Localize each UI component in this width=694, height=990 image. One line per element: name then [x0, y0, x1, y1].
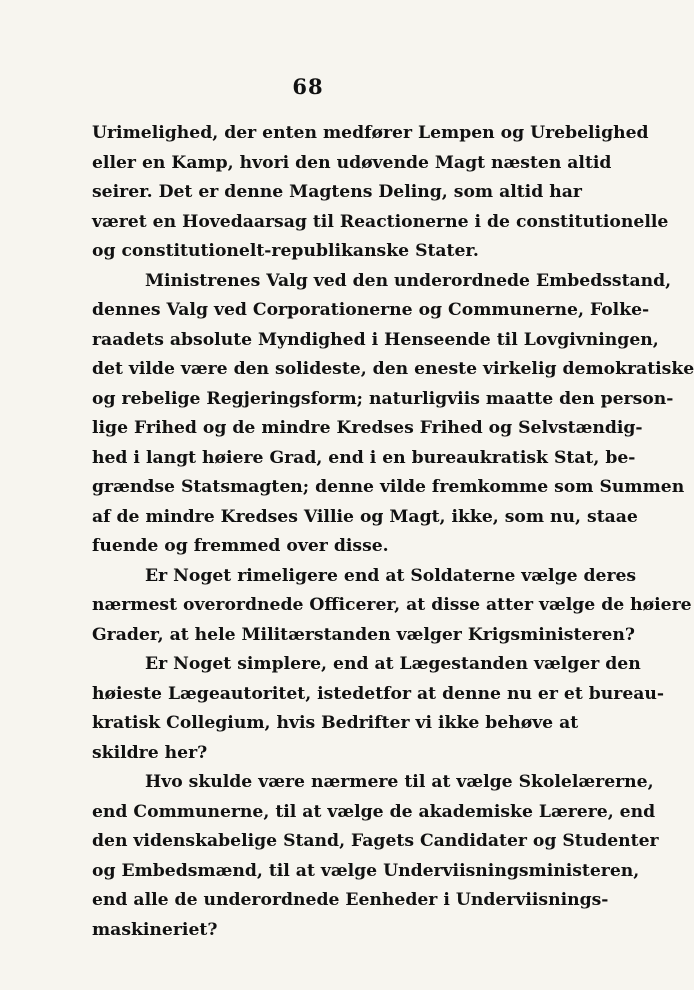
text-line: maskineriet? — [92, 919, 218, 940]
text-line: Er Noget simplere, end at Lægestanden vælger den — [145, 654, 641, 674]
body-text — [92, 119, 694, 945]
text-line: og rebelige Regjeringsform; naturligviis maatte den person- — [92, 388, 674, 409]
text-line: seirer. Det er denne Magtens Deling, som altid har — [92, 182, 582, 202]
text-line: den videnskabelige Stand, Fagets Candidater og Studenter — [92, 831, 659, 851]
text-line: grændse Statsmagten; denne vilde fremkomme som Summen — [92, 477, 685, 497]
text-line: og constitutionelt-republikanske Stater. — [92, 241, 479, 261]
text-line: Urimelighed, der enten medfører Lempen og Urebelighed — [92, 123, 649, 143]
text-line: af de mindre Kredses Villie og Magt, ikke, som nu, staae — [92, 506, 638, 527]
text-line: Ministrenes Valg ved den underordnede Embedsstand, — [145, 270, 672, 291]
text-line: raadets absolute Myndighed i Henseende til Lovgivningen, — [92, 329, 659, 350]
text-line: dennes Valg ved Corporationerne og Communerne, Folke- — [92, 300, 650, 320]
page-number: 68 — [292, 74, 324, 99]
text-line: og Embedsmænd, til at vælge Underviisningsministeren, — [92, 860, 640, 881]
text-line: kratisk Collegium, hvis Bedrifter vi ikke behøve at — [92, 713, 579, 733]
text-line: eller en Kamp, hvori den udøvende Magt næsten altid — [92, 152, 612, 173]
text-line: nærmest overordnede Officerer, at disse atter vælge de høiere — [92, 595, 692, 615]
text-line: hed i langt høiere Grad, end i en bureaukratisk Stat, be- — [92, 447, 636, 468]
text-line: lige Frihed og de mindre Kredses Frihed og Selvstændig- — [92, 418, 643, 438]
text-line: Hvo skulde være nærmere til at vælge Skolelærerne, — [145, 772, 654, 792]
text-line: end alle de underordnede Eenheder i Underviisnings- — [92, 890, 609, 910]
text-line: end Communerne, til at vælge de akademiske Lærere, end — [92, 801, 656, 822]
text-line: det vilde være den solideste, den eneste virkelig demokratiske — [92, 359, 694, 379]
text-line: høieste Lægeautoritet, istedetfor at denne nu er et bureau- — [92, 683, 665, 704]
text-line: Er Noget rimeligere end at Soldaterne vælge deres — [145, 565, 637, 586]
text-line: Grader, at hele Militærstanden vælger Krigsministeren? — [92, 624, 635, 645]
text-line: skildre her? — [92, 742, 208, 763]
text-line: været en Hovedaarsag til Reactionerne i de constitutionelle — [92, 211, 669, 232]
text-line: fuende og fremmed over disse. — [92, 536, 389, 556]
